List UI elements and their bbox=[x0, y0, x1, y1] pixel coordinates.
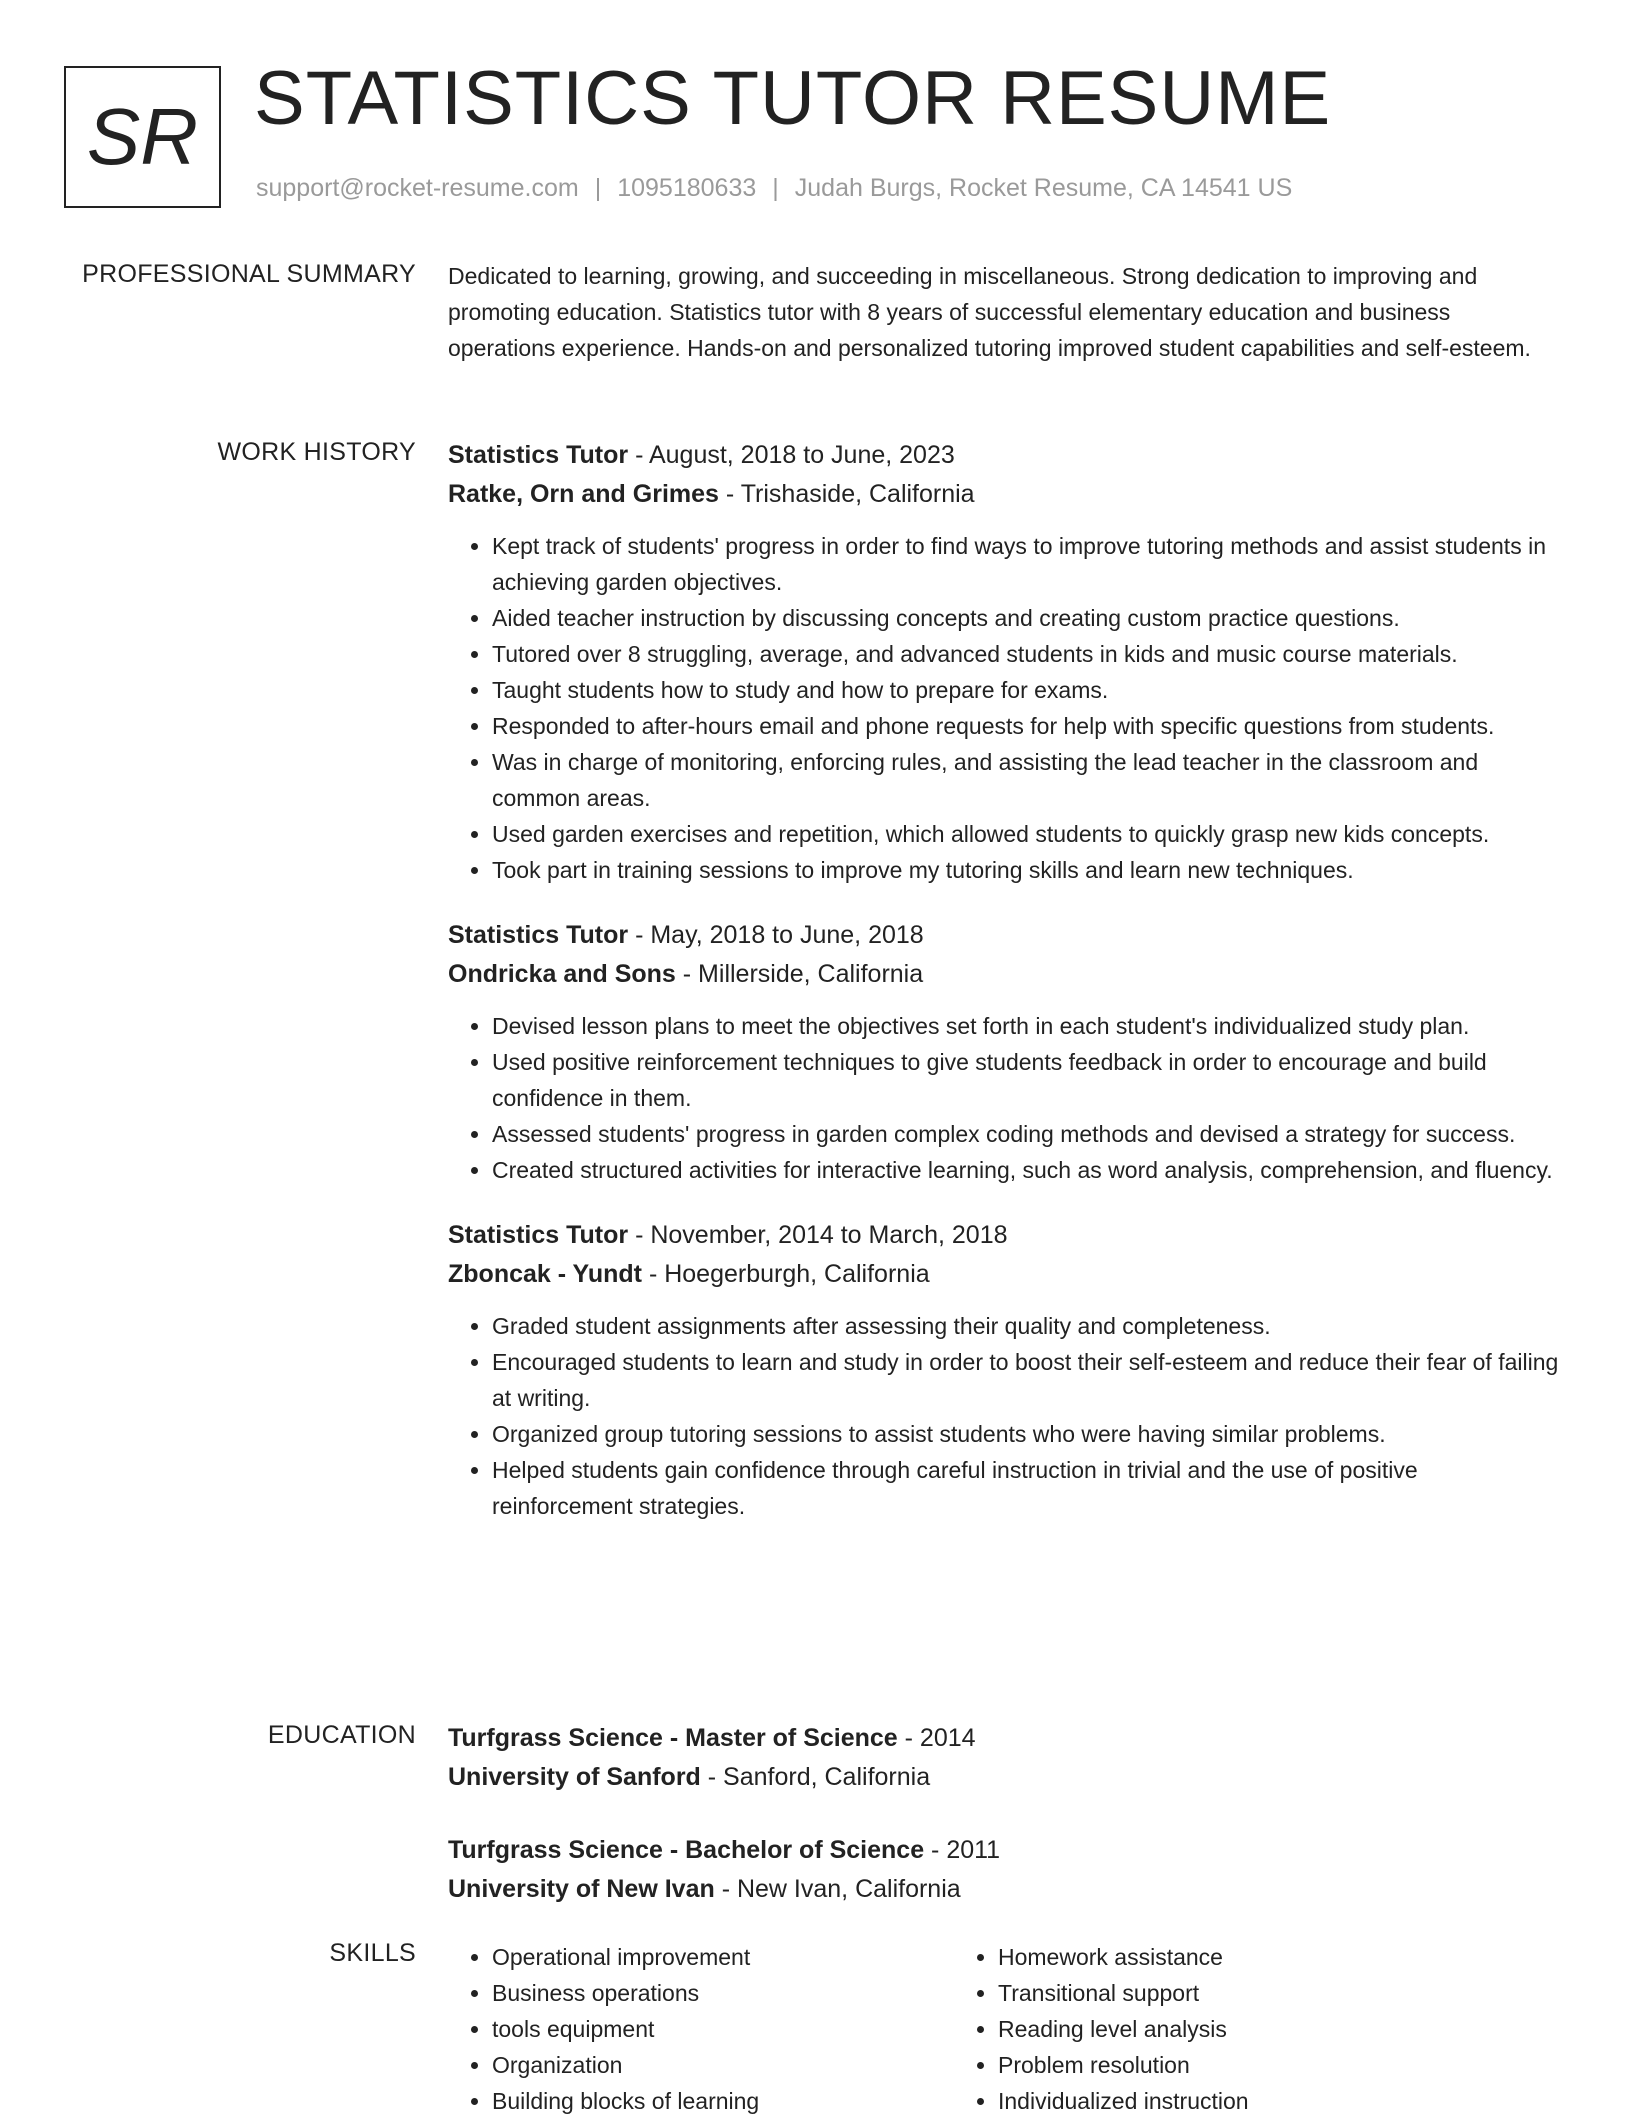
contact-phone[interactable]: 1095180633 bbox=[617, 174, 757, 202]
section-label-education: EDUCATION bbox=[267, 1721, 416, 1749]
job-bullet: • Organized group tutoring sessions to assist students who were having similar problems. bbox=[492, 1416, 1564, 1452]
job-title: Statistics Tutor bbox=[448, 441, 629, 469]
skill-item: • Organization bbox=[492, 2047, 954, 2083]
job-bullet: • Responded to after-hours email and phone requests for help with specific questions from students. bbox=[492, 708, 1564, 744]
job-entry bbox=[448, 1216, 1564, 1524]
job-org-line bbox=[448, 955, 1564, 994]
job-bullet: • Used garden exercises and repetition, which allowed students to quickly grasp new kids concepts. bbox=[492, 816, 1564, 852]
job-location: - Hoegerburgh, California bbox=[642, 1260, 930, 1288]
education-degree: Turfgrass Science - Bachelor of Science bbox=[448, 1836, 925, 1864]
skills-list-right bbox=[954, 1939, 1460, 2119]
contact-separator: | bbox=[772, 174, 779, 202]
job-bullet: • Kept track of students' progress in order to find ways to improve tutoring methods and assist students in achieving garden objectives. bbox=[492, 528, 1564, 600]
education-year: - 2014 bbox=[897, 1724, 976, 1752]
skill-item: • tools equipment bbox=[492, 2011, 954, 2047]
job-location: - Trishaside, California bbox=[718, 480, 975, 508]
job-bullet: • Created structured activities for interactive learning, such as word analysis, comprehension, and fluency. bbox=[492, 1152, 1564, 1188]
skills-list-left bbox=[448, 1939, 954, 2119]
job-company: Ratke, Orn and Grimes bbox=[448, 480, 719, 508]
education-school-line bbox=[448, 1758, 1564, 1797]
education-entry bbox=[448, 1719, 1564, 1797]
job-title: Statistics Tutor bbox=[448, 1221, 629, 1249]
education-entry bbox=[448, 1831, 1564, 1909]
job-dates: - May, 2018 to June, 2018 bbox=[628, 921, 924, 949]
job-location: - Millerside, California bbox=[675, 960, 924, 988]
job-bullet: • Aided teacher instruction by discussing concepts and creating custom practice questions. bbox=[492, 600, 1564, 636]
skill-item: • Business operations bbox=[492, 1975, 954, 2011]
job-title-line bbox=[448, 436, 1564, 475]
job-bullet: • Used positive reinforcement techniques to give students feedback in order to encourage and build confidence in them. bbox=[492, 1044, 1564, 1116]
education-list bbox=[448, 1719, 1564, 1943]
job-bullet: • Taught students how to study and how to prepare for exams. bbox=[492, 672, 1564, 708]
education-school: University of New Ivan bbox=[448, 1875, 715, 1903]
work-list bbox=[448, 436, 1564, 1552]
education-school-line bbox=[448, 1870, 1564, 1909]
contact-address: Judah Burgs, Rocket Resume, CA 14541 US bbox=[794, 174, 1293, 202]
job-org-line bbox=[448, 475, 1564, 514]
education-year: - 2011 bbox=[924, 1836, 1001, 1864]
skill-item: • Transitional support bbox=[998, 1975, 1460, 2011]
skill-item: • Operational improvement bbox=[492, 1939, 954, 1975]
resume-title: STATISTICS TUTOR RESUME bbox=[254, 56, 1332, 141]
job-dates: - August, 2018 to June, 2023 bbox=[628, 441, 955, 469]
section-label-skills: SKILLS bbox=[329, 1939, 416, 1967]
monogram-badge bbox=[64, 66, 221, 208]
job-bullets bbox=[448, 1008, 1564, 1188]
contact-separator: | bbox=[594, 174, 602, 202]
job-dates: - November, 2014 to March, 2018 bbox=[628, 1221, 1008, 1249]
job-bullet: • Tutored over 8 struggling, average, and advanced students in kids and music course materials. bbox=[492, 636, 1564, 672]
skill-item: • Building blocks of learning bbox=[492, 2083, 954, 2119]
education-degree-line bbox=[448, 1719, 1564, 1758]
contact-email[interactable]: support@rocket-resume.com bbox=[256, 174, 579, 202]
education-location: - Sanford, California bbox=[700, 1763, 931, 1791]
job-bullet: • Helped students gain confidence through careful instruction in trivial and the use of positive reinforcement strategies. bbox=[492, 1452, 1564, 1524]
section-label-summary: PROFESSIONAL SUMMARY bbox=[82, 260, 416, 288]
education-degree-line bbox=[448, 1831, 1564, 1870]
job-bullet: • Devised lesson plans to meet the objectives set forth in each student's individualized study plan. bbox=[492, 1008, 1564, 1044]
job-bullet: • Was in charge of monitoring, enforcing rules, and assisting the lead teacher in the classroom and common areas. bbox=[492, 744, 1564, 816]
job-entry bbox=[448, 436, 1564, 888]
job-title-line bbox=[448, 916, 1564, 955]
education-degree: Turfgrass Science - Master of Science bbox=[448, 1724, 898, 1752]
skills-columns bbox=[448, 1939, 1564, 2119]
job-bullets bbox=[448, 528, 1564, 888]
job-org-line bbox=[448, 1255, 1564, 1294]
job-company: Ondricka and Sons bbox=[448, 960, 676, 988]
skill-item: • Problem resolution bbox=[998, 2047, 1460, 2083]
contact-line bbox=[256, 174, 1292, 203]
job-bullet: • Assessed students' progress in garden complex coding methods and devised a strategy for success. bbox=[492, 1116, 1564, 1152]
skill-item: • Reading level analysis bbox=[998, 2011, 1460, 2047]
skill-item: • Individualized instruction bbox=[998, 2083, 1460, 2119]
job-bullet: • Graded student assignments after assessing their quality and completeness. bbox=[492, 1308, 1564, 1344]
skill-item: • Homework assistance bbox=[998, 1939, 1460, 1975]
summary-text: Dedicated to learning, growing, and succeeding in miscellaneous. Strong dedication to improving and promoting education. Statistics tutor with 8 years of successful elementary education and business operations experience. Hands-on and personalized tutoring improved student capabilities and self-esteem. bbox=[448, 263, 1531, 361]
job-title-line bbox=[448, 1216, 1564, 1255]
job-entry bbox=[448, 916, 1564, 1188]
education-school: University of Sanford bbox=[448, 1763, 701, 1791]
job-bullet: • Encouraged students to learn and study in order to boost their self-esteem and reduce their fear of failing at writing. bbox=[492, 1344, 1564, 1416]
job-bullets bbox=[448, 1308, 1564, 1524]
job-bullet: • Took part in training sessions to improve my tutoring skills and learn new techniques. bbox=[492, 852, 1564, 888]
job-title: Statistics Tutor bbox=[448, 921, 629, 949]
job-company: Zboncak - Yundt bbox=[448, 1260, 642, 1288]
section-label-work: WORK HISTORY bbox=[217, 438, 416, 466]
education-location: - New Ivan, California bbox=[714, 1875, 961, 1903]
monogram-initials: SR bbox=[86, 92, 199, 181]
